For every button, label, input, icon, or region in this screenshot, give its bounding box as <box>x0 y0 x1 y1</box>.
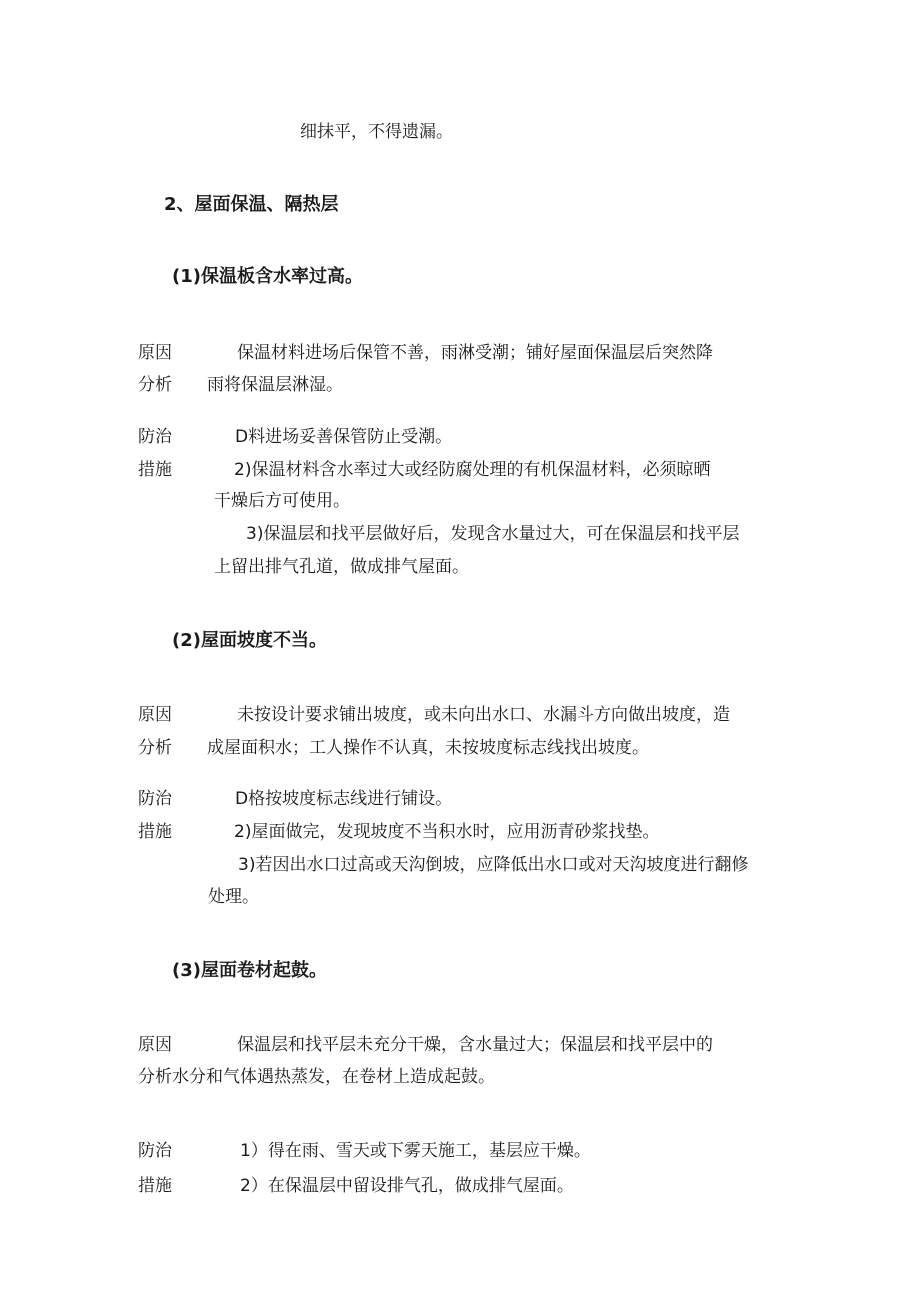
prevention-label: 措施 <box>138 822 172 842</box>
subsection-title-3: (3)屋面卷材起鼓。 <box>172 960 327 981</box>
prevention-label: 防治 <box>138 789 172 809</box>
cause-label: 原因 <box>138 1035 172 1055</box>
cause-text: 分析水分和气体遇热蒸发，在卷材上造成起鼓。 <box>138 1067 495 1087</box>
prevention-item: 上留出排气孔道，做成排气屋面。 <box>214 557 469 577</box>
cause-text: 保温层和找平层未充分干燥，含水量过大；保温层和找平层中的 <box>237 1035 713 1055</box>
prevention-item: 1）得在雨、雪天或下雾天施工，基层应干燥。 <box>240 1141 591 1161</box>
prevention-label: 防治 <box>138 1141 172 1161</box>
cause-label: 原因 <box>138 343 172 363</box>
prevention-item: 3)保温层和找平层做好后，发现含水量过大，可在保温层和找平层 <box>246 524 740 544</box>
cause-label: 原因 <box>138 705 172 725</box>
prevention-item: 2)屋面做完，发现坡度不当积水时，应用沥青砂浆找垫。 <box>234 822 660 842</box>
cause-text: 保温材料进场后保管不善，雨淋受潮；铺好屋面保温层后突然降 <box>237 343 713 363</box>
prevention-label: 措施 <box>138 460 172 480</box>
cause-text: 雨将保温层淋湿。 <box>207 375 343 395</box>
prevention-item: D料进场妥善保管防止受潮。 <box>235 427 453 447</box>
prevention-item: D格按坡度标志线进行铺设。 <box>235 789 453 809</box>
prevention-item: 处理。 <box>208 887 259 907</box>
subsection-title-1: (1)保温板含水率过高。 <box>172 266 363 287</box>
cause-label: 分析 <box>138 738 172 758</box>
cause-text: 未按设计要求铺出坡度，或未向出水口、水漏斗方向做出坡度，造 <box>237 705 730 725</box>
prevention-item: 2）在保温层中留设排气孔，做成排气屋面。 <box>240 1176 574 1196</box>
section-heading: 2、屋面保温、隔热层 <box>164 194 339 215</box>
prevention-label: 防治 <box>138 427 172 447</box>
cause-label: 分析 <box>138 375 172 395</box>
cause-text: 成屋面积水；工人操作不认真，未按坡度标志线找出坡度。 <box>207 738 649 758</box>
prevention-item: 干燥后方可使用。 <box>214 491 350 511</box>
subsection-title-2: (2)屋面坡度不当。 <box>172 630 327 651</box>
prevention-label: 措施 <box>138 1176 172 1196</box>
prevention-item: 3)若因出水口过高或天沟倒坡，应降低出水口或对天沟坡度进行翻修 <box>238 855 749 875</box>
continuation-line: 细抹平，不得遗漏。 <box>300 122 453 142</box>
prevention-item: 2)保温材料含水率过大或经防腐处理的有机保温材料，必须晾晒 <box>234 460 711 480</box>
